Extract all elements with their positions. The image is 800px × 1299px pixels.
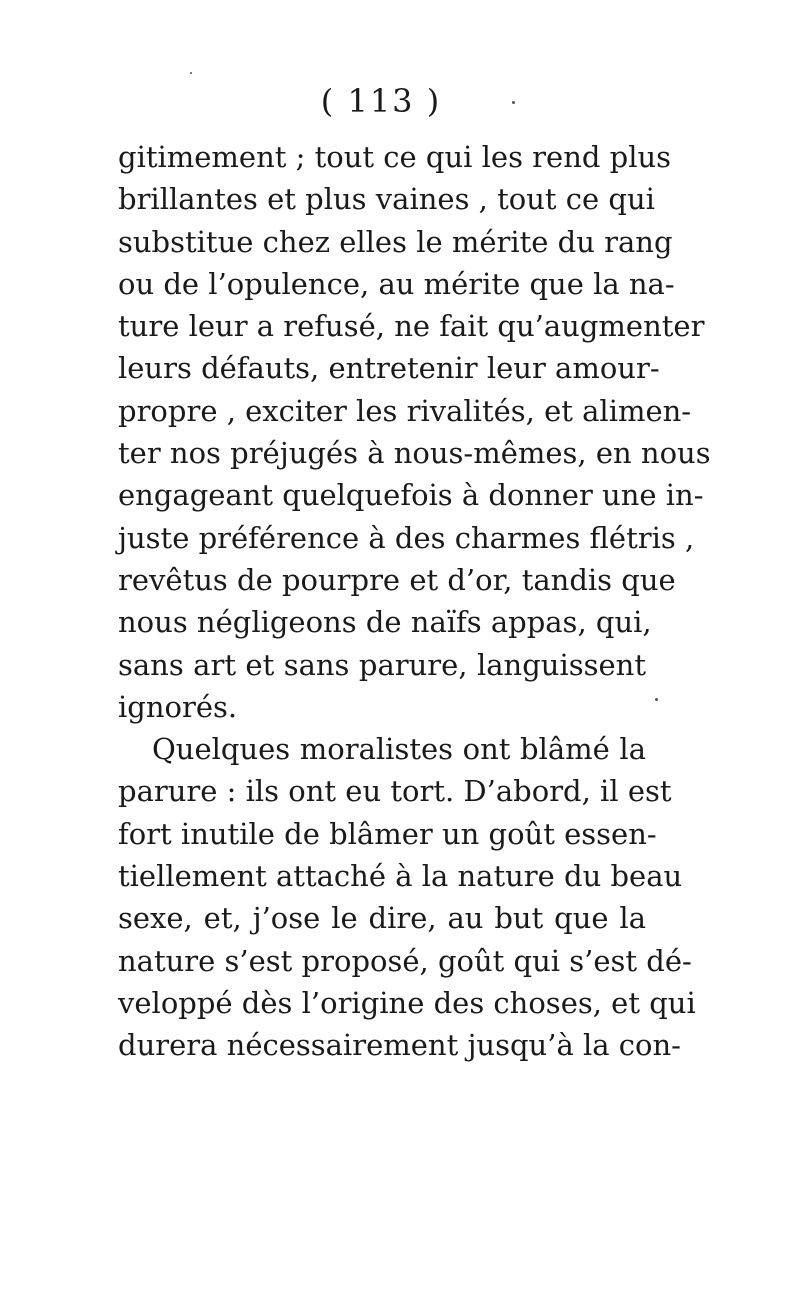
- text-line: nature s’est proposé, goût qui s’est dé-: [118, 943, 692, 978]
- paragraph-end-line: ignorés.: [118, 689, 238, 724]
- paper-speck: [655, 698, 658, 701]
- text-line: revêtus de pourpre et d’or, tandis que: [118, 562, 676, 597]
- text-line: ter nos préjugés à nous-mêmes, en nous: [118, 436, 711, 471]
- text-line: sexe, et, j’ose le dire, au but que la: [118, 901, 646, 936]
- text-line: nous négligeons de naïfs appas, qui,: [118, 605, 652, 640]
- text-line: sans art et sans parure, languissent: [118, 647, 646, 682]
- text-line: engageant quelquefois à donner une in-: [118, 478, 704, 513]
- text-line: gitimement ; tout ce qui les rend plus: [118, 140, 672, 174]
- text-line: parure : ils ont eu tort. D’abord, il est: [118, 774, 672, 809]
- text-line: propre , exciter les rivalités, et alimen-: [118, 393, 692, 428]
- text-line: juste préférence à des charmes flétris ,: [118, 520, 695, 555]
- paper-speck: [190, 72, 192, 74]
- text-line: leurs défauts, entretenir leur amour-: [118, 351, 660, 386]
- body-text: [118, 136, 711, 1067]
- text-line: ture leur a refusé, ne fait qu’augmenter: [118, 309, 705, 344]
- paper-speck: [512, 101, 515, 104]
- text-line: substitue chez elles le mérite du rang: [118, 224, 673, 259]
- text-line: fort inutile de blâmer un goût essen-: [118, 816, 657, 851]
- text-line: brillantes et plus vaines , tout ce qui: [118, 182, 655, 217]
- text-line: ou de l’opulence, au mérite que la na-: [118, 266, 675, 301]
- paragraph-start-line: Quelques moralistes ont blâmé la: [152, 732, 646, 767]
- text-line: veloppé dès l’origine des choses, et qui: [118, 985, 696, 1020]
- text-line: tiellement attaché à la nature du beau: [118, 859, 683, 894]
- text-line: durera nécessairement jusqu’à la con-: [118, 1028, 681, 1063]
- page-number: ( 113 ): [320, 82, 442, 120]
